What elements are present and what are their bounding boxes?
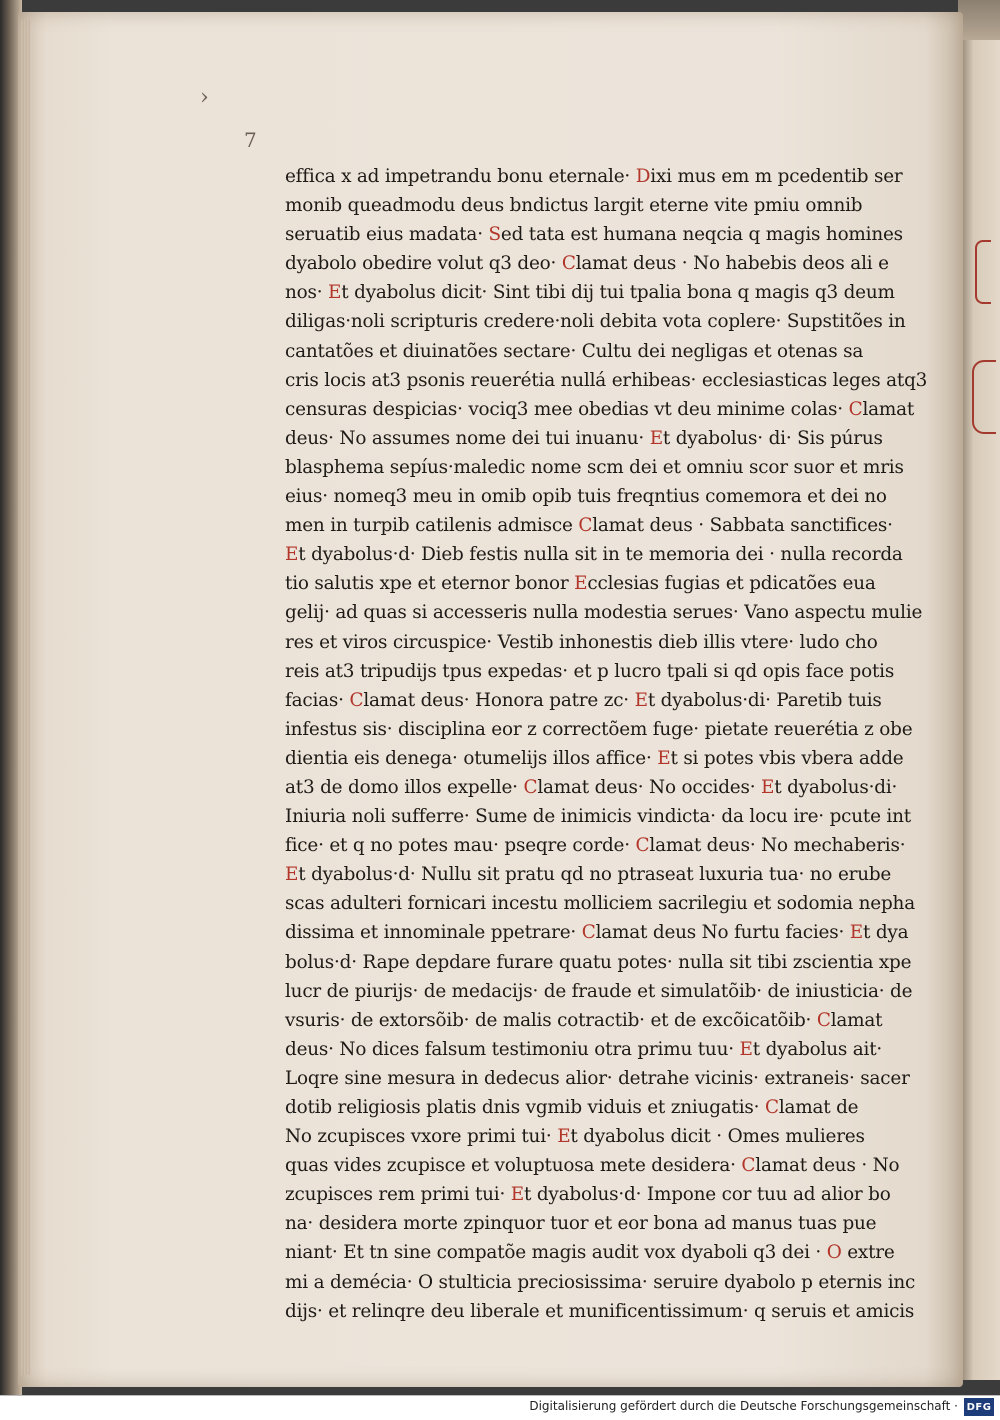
text-run: tio salutis xpe et eternor bonor — [285, 573, 575, 595]
text-line — [285, 366, 928, 395]
text-run: censuras despicias· vociq3 mee obedias vt deu minime colas· — [285, 398, 849, 420]
text-run: nos· — [285, 282, 329, 304]
text-line — [285, 482, 887, 511]
rubricated-initial: C — [581, 922, 596, 944]
text-run: t dyabolus·di· Paretib tuis — [647, 689, 882, 711]
text-line — [285, 162, 903, 191]
rubricated-initial: E — [761, 776, 775, 798]
rubricated-initial: O — [826, 1242, 842, 1264]
dfg-logo: DFG — [964, 1398, 994, 1416]
text-line — [285, 773, 898, 802]
text-line — [285, 744, 904, 773]
facing-page-top — [958, 0, 1000, 40]
text-run: lamat deus · Sabbata sanctifices· — [592, 515, 893, 537]
rubricated-initial: D — [635, 166, 651, 187]
text-run: lamat deus· No mechaberis· — [649, 835, 906, 857]
text-run: lamat deus · No habebis deos ali e — [575, 253, 889, 275]
text-line — [285, 1093, 859, 1122]
page-edges — [20, 20, 30, 1375]
text-run: t dyabolus·d· Dieb festis nulla sit in te memoria dei · nulla recorda — [298, 544, 903, 566]
text-run: dissima et innominale ppetrare· — [285, 922, 582, 944]
text-line — [285, 1035, 883, 1064]
marginal-mark: › — [200, 85, 209, 110]
text-line — [285, 1064, 910, 1093]
text-run: lamat — [862, 398, 915, 420]
text-run: na· desidera morte zpinquor tuor et eor bona ad manus tuas pue — [285, 1213, 877, 1235]
text-run: seruatib eius madata· — [285, 224, 489, 246]
rubricated-initial: C — [848, 398, 863, 420]
text-run: fice· et q no potes mau· pseqre corde· — [285, 835, 636, 857]
rubricated-initial: C — [635, 835, 650, 857]
text-run: diligas·noli scripturis credere·noli debita vota coplere· Supstitões in — [285, 311, 906, 333]
text-run: ixi mus em m pcedentib ser — [650, 166, 903, 187]
text-run: t si potes vbis vbera adde — [670, 747, 904, 769]
text-run: lamat deus· No occides· — [537, 776, 762, 798]
text-run: dijs· et relinqre deu liberale et munificentissimum· q seruis et amicis — [285, 1300, 915, 1322]
text-run: cantatões et diuinatões sectare· Cultu dei negligas et otenas sa — [285, 340, 864, 362]
text-line — [285, 802, 911, 831]
text-run: lamat de — [778, 1097, 859, 1118]
rubricated-initial: E — [634, 689, 648, 711]
facing-rubric-mark-2 — [972, 360, 996, 434]
text-run: lucr de piurijs· de medacijs· de fraude et simulatõib· de iniusticia· de — [285, 980, 913, 1002]
text-line — [285, 948, 912, 977]
text-line — [285, 1180, 891, 1209]
text-run: t dyabolus dicit· Sint tibi dij tui tpalia bona q magis q3 deum — [341, 282, 895, 304]
text-run: ed tata est humana neqcia q magis homines — [500, 224, 903, 246]
text-run: quas vides zcupisce et voluptuosa mete desidera· — [285, 1155, 742, 1177]
text-line — [285, 307, 906, 336]
text-run: res et viros circuspice· Vestib inhonestis dieb illis vtere· ludo cho — [285, 631, 878, 653]
text-run: scas adulteri fornicari incestu molliciem sacrilegiu et sodomia nepha — [285, 893, 915, 915]
text-line — [285, 1209, 877, 1238]
text-line — [285, 860, 892, 889]
text-run: t dya — [863, 922, 909, 944]
text-line — [285, 540, 903, 569]
text-line — [285, 337, 864, 366]
text-line — [285, 569, 876, 598]
text-run: lamat — [830, 1009, 883, 1031]
rubricated-initial: E — [285, 544, 299, 566]
text-run: eius· nomeq3 meu in omib opib tuis freqntius comemora et dei no — [285, 486, 887, 508]
text-line — [285, 598, 923, 627]
text-run: blasphema sepíus·maledic nome scm dei et omniu scor suor et mris — [285, 456, 904, 478]
text-line — [285, 511, 893, 540]
text-line — [285, 220, 903, 249]
text-line — [285, 918, 909, 947]
text-run: cclesias fugias et pdicatões eua — [587, 573, 876, 595]
rubricated-initial: E — [649, 427, 663, 449]
text-run: gelij· ad quas si accesseris nulla modestia serues· Vano aspectu mulie — [285, 602, 923, 624]
rubricated-initial: C — [523, 776, 538, 798]
text-run: t dyabolus ait· — [752, 1038, 883, 1060]
rubricated-initial: E — [574, 573, 588, 595]
text-run: deus· No dices falsum testimoniu otra primu tuu· — [285, 1038, 740, 1060]
text-run: dientia eis denega· otumelijs illos affice· — [285, 747, 658, 769]
rubricated-initial: E — [849, 922, 863, 944]
text-run: lamat deus· Honora patre zc· — [363, 689, 635, 711]
rubricated-initial: C — [349, 689, 364, 711]
text-run: men in turpib catilenis admisce — [285, 515, 579, 537]
text-line — [285, 831, 906, 860]
text-line — [285, 686, 882, 715]
text-run: lamat deus · No — [755, 1155, 900, 1177]
text-run: Loqre sine mesura in dedecus alior· detrahe vicinis· extraneis· sacer — [285, 1067, 910, 1089]
text-run: dotib religiosis platis dnis vgmib viduis et zniugatis· — [285, 1097, 765, 1118]
marginal-mark-2: 7 — [244, 128, 257, 152]
text-run: infestus sis· disciplina eor z correctõem fuge· pietate reuerétia z obe — [285, 718, 913, 740]
text-run: t dyabolus dicit · Omes mulieres — [570, 1126, 865, 1148]
rubricated-initial: C — [561, 253, 576, 275]
text-run: t dyabolus·d· Impone cor tuu ad alior bo — [524, 1184, 891, 1206]
text-line — [285, 657, 895, 686]
text-line — [285, 424, 883, 453]
rubricated-initial: E — [285, 864, 299, 886]
text-run: niant· Et tn sine compatõe magis audit vox dyaboli q3 dei · — [285, 1242, 827, 1264]
footer-bar — [0, 1395, 1000, 1420]
text-run: t dyabolus· di· Sis púrus — [662, 427, 883, 449]
text-line — [285, 1238, 895, 1267]
text-line — [285, 453, 904, 482]
text-line — [285, 977, 913, 1006]
text-run: extre — [841, 1242, 895, 1264]
facing-rubric-mark — [975, 240, 991, 304]
text-line — [285, 1006, 883, 1035]
rubricated-initial: E — [557, 1126, 571, 1148]
rubricated-initial: C — [816, 1009, 831, 1031]
text-run: t dyabolus·d· Nullu sit pratu qd no ptraseat luxuria tua· no erube — [298, 864, 892, 886]
rubricated-initial: E — [328, 282, 342, 304]
text-run: Iniuria noli sufferre· Sume de inimicis vindicta· da locu ire· pcute int — [285, 806, 911, 828]
text-line — [285, 1151, 900, 1180]
text-line — [285, 628, 878, 657]
rubricated-initial: E — [739, 1038, 753, 1060]
text-run: monib queadmodu deus bndictus largit eterne vite pmiu omnib — [285, 195, 863, 217]
rubricated-initial: S — [488, 224, 501, 246]
text-run: vsuris· de extorsõib· de malis cotractib· et de excõicatõib· — [285, 1009, 817, 1031]
text-line — [285, 191, 863, 220]
rubricated-initial: C — [578, 515, 593, 537]
text-run: zcupisces rem primi tui· — [285, 1184, 511, 1206]
text-run: bolus·d· Rape depdare furare quatu potes· nulla sit tibi zscientia xpe — [285, 951, 912, 973]
text-run: at3 de domo illos expelle· — [285, 776, 524, 798]
text-run: lamat deus No furtu facies· — [595, 922, 850, 944]
text-run: effica x ad impetrandu bonu eternale· — [285, 166, 636, 187]
footer-credit: Digitalisierung gefördert durch die Deutsche Forschungsgemeinschaft · — [529, 1399, 958, 1413]
text-run: dyabolo obedire volut q3 deo· — [285, 253, 562, 275]
text-line — [285, 715, 913, 744]
text-run: reis at3 tripudijs tpus expedas· et p lucro tpali si qd opis face potis — [285, 660, 895, 682]
text-line — [285, 1122, 865, 1151]
rubricated-initial: E — [510, 1184, 525, 1206]
text-block — [285, 162, 928, 1326]
text-run: mi a demécia· O stulticia preciosissima· seruire dyabolo p eternis inc — [285, 1271, 916, 1293]
text-run: No zcupisces vxore primi tui· — [285, 1126, 558, 1148]
text-line — [285, 1297, 915, 1326]
text-run: cris locis at3 psonis reuerétia nullá erhibeas· ecclesiasticas leges atq3 — [285, 369, 928, 391]
text-line — [285, 889, 915, 918]
text-run: t dyabolus·di· — [774, 776, 898, 798]
text-line — [285, 1268, 916, 1297]
text-run: facias· — [285, 689, 350, 711]
rubricated-initial: C — [764, 1097, 779, 1118]
rubricated-initial: C — [741, 1155, 756, 1177]
text-line — [285, 249, 889, 278]
text-line — [285, 278, 895, 307]
rubricated-initial: E — [657, 747, 671, 769]
text-line — [285, 395, 915, 424]
text-run: deus· No assumes nome dei tui inuanu· — [285, 427, 650, 449]
